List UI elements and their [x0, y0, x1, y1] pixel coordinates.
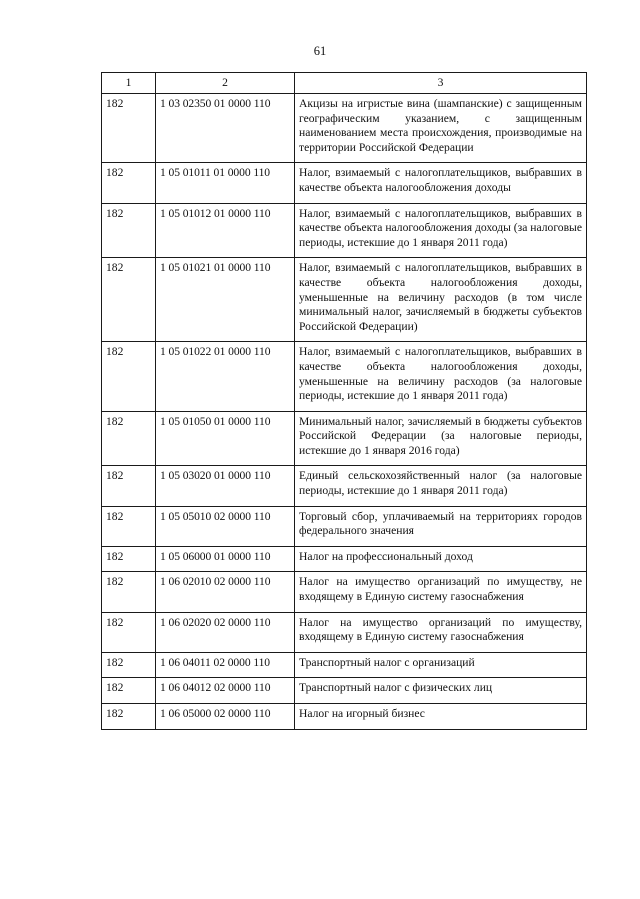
page-number: 61 [313, 44, 327, 58]
admin-code-cell: 182 [102, 203, 156, 258]
revenue-code-cell: 1 03 02350 01 0000 110 [156, 94, 295, 163]
revenue-name-cell: Транспортный налог с физических лиц [295, 678, 587, 704]
column-header-1: 1 [102, 73, 156, 94]
revenue-codes-table [101, 72, 587, 730]
revenue-name-cell: Налог, взимаемый с налогоплательщиков, выбравших в качестве объекта налогообложения доходы [295, 163, 587, 203]
column-header-3: 3 [295, 73, 587, 94]
admin-code-cell: 182 [102, 652, 156, 678]
table-row [102, 612, 587, 652]
revenue-code-cell: 1 05 01022 01 0000 110 [156, 342, 295, 411]
revenue-name-cell: Транспортный налог с организаций [295, 652, 587, 678]
table-header [102, 73, 587, 94]
table-row [102, 652, 587, 678]
revenue-code-cell: 1 06 04011 02 0000 110 [156, 652, 295, 678]
admin-code-cell: 182 [102, 411, 156, 466]
admin-code-cell: 182 [102, 546, 156, 572]
revenue-name-cell: Налог, взимаемый с налогоплательщиков, выбравших в качестве объекта налогообложения доходы, уменьшенные на величину расходов (за налоговые периоды, истекшие до 1 января 2011 года) [295, 342, 587, 411]
revenue-code-cell: 1 05 05010 02 0000 110 [156, 506, 295, 546]
column-header-2: 2 [156, 73, 295, 94]
admin-code-cell: 182 [102, 506, 156, 546]
admin-code-cell: 182 [102, 258, 156, 342]
admin-code-cell: 182 [102, 678, 156, 704]
admin-code-cell: 182 [102, 572, 156, 612]
table-row [102, 94, 587, 163]
admin-code-cell: 182 [102, 342, 156, 411]
revenue-name-cell: Налог на имущество организаций по имуществу, входящему в Единую систему газоснабжения [295, 612, 587, 652]
revenue-code-cell: 1 06 04012 02 0000 110 [156, 678, 295, 704]
revenue-name-cell: Торговый сбор, уплачиваемый на территориях городов федерального значения [295, 506, 587, 546]
revenue-name-cell: Минимальный налог, зачисляемый в бюджеты субъектов Российской Федерации (за налоговые периоды, истекшие до 1 января 2016 года) [295, 411, 587, 466]
table-row [102, 546, 587, 572]
table-row [102, 203, 587, 258]
revenue-code-cell: 1 05 03020 01 0000 110 [156, 466, 295, 506]
table-row [102, 342, 587, 411]
table-row [102, 704, 587, 730]
revenue-name-cell: Единый сельскохозяйственный налог (за налоговые периоды, истекшие до 1 января 2011 года) [295, 466, 587, 506]
table-row [102, 572, 587, 612]
revenue-name-cell: Налог на имущество организаций по имуществу, не входящему в Единую систему газоснабжения [295, 572, 587, 612]
revenue-name-cell: Налог, взимаемый с налогоплательщиков, выбравших в качестве объекта налогообложения доходы, уменьшенные на величину расходов (в том числе минимальный налог, зачисляемый в бюджеты субъектов Российской Федерации) [295, 258, 587, 342]
table-row [102, 163, 587, 203]
table-row [102, 506, 587, 546]
header-row [102, 73, 587, 94]
revenue-name-cell: Налог, взимаемый с налогоплательщиков, выбравших в качестве объекта налогообложения доходы (за налоговые периоды, истекшие до 1 января 2011 года) [295, 203, 587, 258]
revenue-code-cell: 1 05 06000 01 0000 110 [156, 546, 295, 572]
table-row [102, 678, 587, 704]
admin-code-cell: 182 [102, 163, 156, 203]
table-body [102, 94, 587, 730]
revenue-code-cell: 1 05 01021 01 0000 110 [156, 258, 295, 342]
revenue-code-cell: 1 05 01050 01 0000 110 [156, 411, 295, 466]
admin-code-cell: 182 [102, 704, 156, 730]
admin-code-cell: 182 [102, 466, 156, 506]
revenue-name-cell: Налог на игорный бизнес [295, 704, 587, 730]
table-row [102, 258, 587, 342]
revenue-code-cell: 1 06 05000 02 0000 110 [156, 704, 295, 730]
revenue-code-cell: 1 05 01011 01 0000 110 [156, 163, 295, 203]
revenue-code-cell: 1 06 02020 02 0000 110 [156, 612, 295, 652]
admin-code-cell: 182 [102, 612, 156, 652]
table-row [102, 466, 587, 506]
revenue-name-cell: Акцизы на игристые вина (шампанские) с защищенным географическим указанием, с защищенным наименованием места происхождения, производимые на территории Российской Федерации [295, 94, 587, 163]
table-row [102, 411, 587, 466]
revenue-code-cell: 1 05 01012 01 0000 110 [156, 203, 295, 258]
admin-code-cell: 182 [102, 94, 156, 163]
revenue-name-cell: Налог на профессиональный доход [295, 546, 587, 572]
revenue-code-cell: 1 06 02010 02 0000 110 [156, 572, 295, 612]
